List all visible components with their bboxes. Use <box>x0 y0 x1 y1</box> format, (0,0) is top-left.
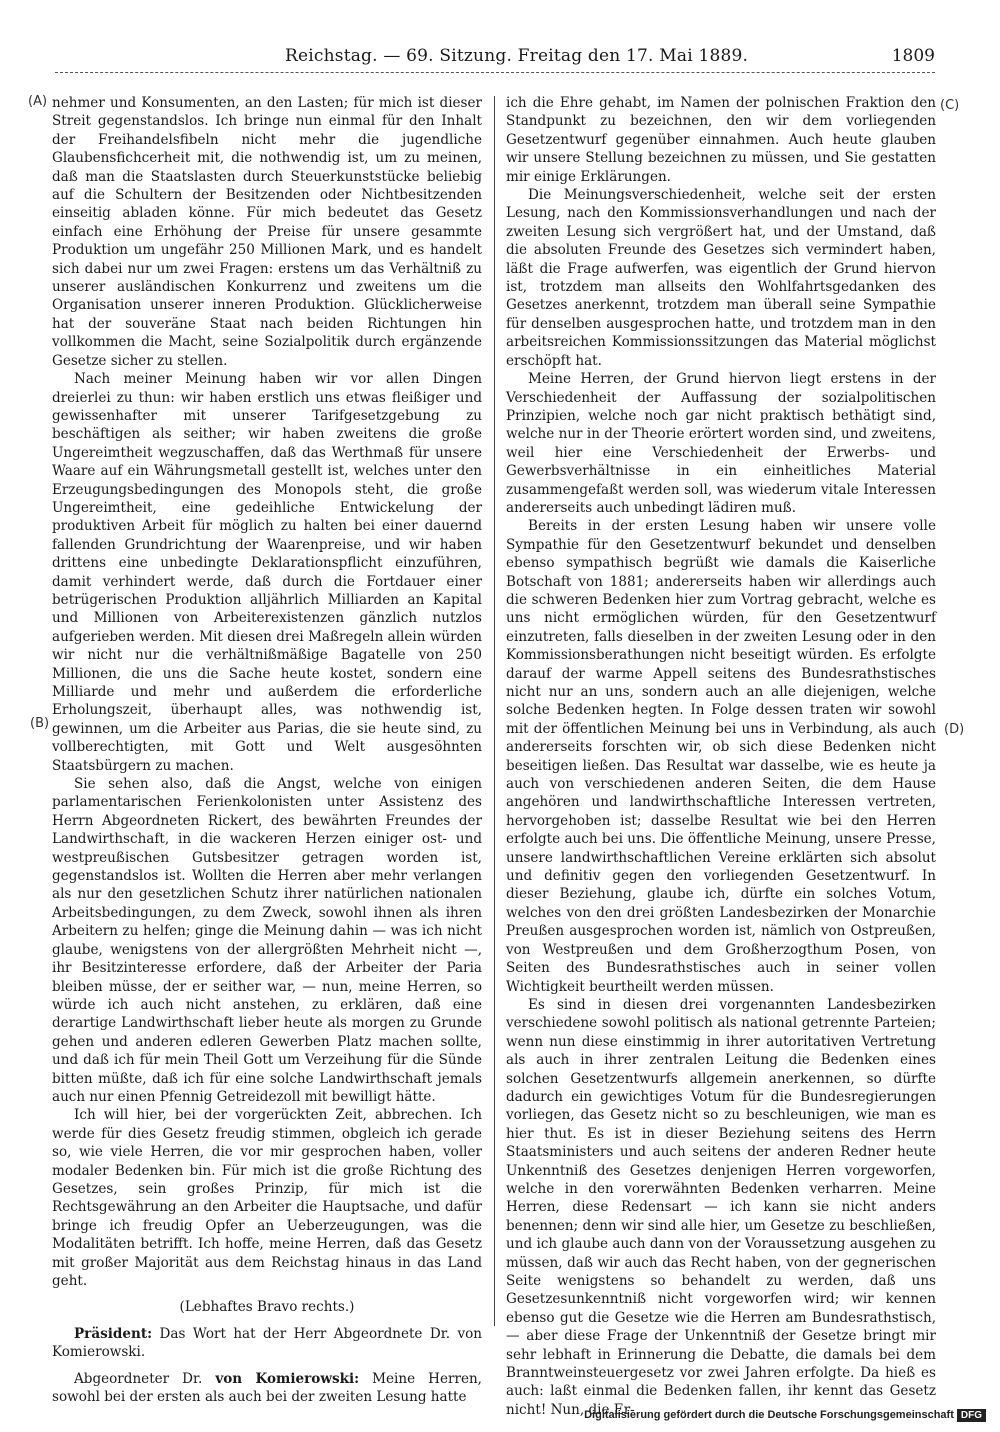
paragraph: Meine Herren, der Grund hiervon liegt erstens in der Verschiedenheit der Auffassung der sozialpolitischen Prinzipien, welche noch gar nicht praktisch bethätigt sind, welche nur in der Theorie erörtert worden sind, und zweitens, weil hier eine Verschiedenheit der Erwerbs- und Gewerbsverhältnisse in ein einheitliches Material zusammengefaßt werden soll, was wiederum vitale Interessen andererseits auch unbedingt lädiren muß. <box>506 371 936 516</box>
margin-marker-d: (D) <box>944 722 965 737</box>
margin-marker-c: (C) <box>940 98 960 113</box>
digitization-footer <box>584 1409 986 1422</box>
speaker-name: von Komierowski: <box>215 1370 360 1387</box>
running-title: Reichstag. — 69. Sitzung. Freitag den 17. Mai 1889. <box>285 46 749 66</box>
paragraph: Es sind in diesen drei vorgenannten Landesbezirken verschiedene sowohl politisch als national getrennte Parteien; wenn nun diese einstimmig in ihrer autoritativen Vertretung als auch in ihrer zentralen Leitung die Bedenken eines solchen Gesetzentwurfs allgemein anerkennen, so dürfte dadurch ein gewichtiges Votum für die Bundesregierungen vorliegen, das Gesetz nicht so zu beschleunigen, wie man es hier thut. Es ist in dieser Beziehung seitens des Herrn Staatsministers und auch seitens der anderen Redner heute Unkenntniß des Gesetzes denjenigen Herren vorgeworfen, welche in den vorerwähnten Bedenken verharren. Meine Herren, diese Redensart — ich kann sie nicht anders benennen; denn wir sind alle hier, um Gesetze zu beschließen, und ich glaube auch dann von der Voraussetzung ausgehen zu müssen, daß wir auch das Recht haben, von der gegnerischen Seite wenigstens so behandelt zu werden, daß uns Gesetzesunkenntniß nicht vorgeworfen wird; wir kennen ebenso gut die Gesetze wie die Herren am Bundesrathstisch, — aber diese Frage der Unkenntniß der Gesetze bringt mir sehr lebhaft in Erinnerung die Debatte, die damals bei dem Branntweinsteuergesetz vor zwei Jahren erfolgte. Da hieß es auch: laßt einmal die Bedenken fallen, ihr kennt das Gesetz nicht! Nun, die Er- <box>506 996 936 1418</box>
paragraph: Ich will hier, bei der vorgerückten Zeit, abbrechen. Ich werde für dies Gesetz freudig stimmen, obgleich ich gerade so, wie viele Herren, die vor mir gesprochen haben, voller modaler Bedenken bin. Für mich ist die große Richtung des Gesetzes, sein großes Prinzip, für mich ist die Rechtsgewährung an den Arbeiter die Hauptsache, und dafür bringe ich freudig Opfer an Ueberzeugungen, was die Modalitäten betrifft. Ich hoffe, meine Herren, daß das Gesetz mit großer Majorität aus dem Reichstag hinaus in das Land geht. <box>52 1107 482 1289</box>
paragraph: Die Meinungsverschiedenheit, welche seit der ersten Lesung, nach den Kommissionsverhandlungen und nach der zweiten Lesung sich vergrößert hat, und der Umstand, daß die absoluten Freunde des Gesetzes sich vermindert haben, läßt die Frage aufwerfen, was eigentlich der Grund hiervon ist, trotzdem man allseits den Wohlfahrtsgedanken des Gesetzes anerkennt, trotzdem man überall seine Sympathie für denselben ausgesprochen hatte, und trotzdem man in den arbeitsreichen Kommissionssitzungen das Material möglichst erschöpft hat. <box>506 187 936 369</box>
paragraph: Bereits in der ersten Lesung haben wir unsere volle Sympathie für den Gesetzentwurf bekundet und denselben ebenso sympathisch begrüßt wie damals die Kaiserliche Botschaft von 1881; andererseits haben wir allerdings auch die schweren Bedenken hier zum Vortrag gebracht, welche es uns nicht ermöglichen würden, für den Gesetzentwurf einzutreten, falls dieselben in der zweiten Lesung oder in den Kommissionsberathungen nicht beseitigt würden. Es erfolgte darauf der warme Appell seitens des Bundesrathstisches nicht nur an uns, sondern auch an alle diejenigen, welche solche Bedenken hegten. In Folge dessen traten wir sowohl mit der öffentlichen Meinung bei uns in Verbindung, als auch andererseits forschten wir, ob sich diese Bedenken nicht beseitigen ließen. Das Resultat war dasselbe, wie es heute ja auch von verschiedenen anderen Seiten, die dem Hause angehören und landwirthschaftliche Interessen vertreten, hervorgehoben ist; dasselbe Resultat wie bei den Herren erfolgte auch bei uns. Die öffentliche Meinung, unsere Presse, unsere landwirthschaftlichen Vereine erklärten sich absolut und definitiv gegen den vorliegenden Gesetzentwurf. In dieser Beziehung, glaube ich, dürfte ein solches Votum, welches von den drei größten Landesbezirken der Monarchie Preußen ausgesprochen worden ist, nämlich von Ostpreußen, von Westpreußen und dem Großherzogthum Posen, von Seiten des Bundesrathstisches auch in seiner vollen Wichtigkeit beurtheilt werden müssen. <box>506 518 936 995</box>
president-statement <box>52 1325 482 1362</box>
applause-note: (Lebhaftes Bravo rechts.) <box>179 1299 355 1316</box>
speaker-prefix: Abgeordneter Dr. <box>74 1370 203 1387</box>
footer-text: Digitalisierung gefördert durch die Deutsche Forschungsgemeinschaft <box>584 1409 954 1421</box>
speaker-statement <box>52 1370 482 1407</box>
left-column <box>52 94 482 1406</box>
paragraph: ich die Ehre gehabt, im Namen der polnischen Fraktion den Standpunkt zu bezeichnen, den wir dem vorliegenden Gesetzentwurf gegenüber einnahmen. Auch heute glauben wir unsere Stellung bezeichnen zu müssen, und Sie gestatten mir einige Erklärungen. <box>506 95 936 185</box>
paragraph: Nach meiner Meinung haben wir vor allen Dingen dreierlei zu thun: wir haben erstlich uns etwas fleißiger und gewissenhafter mit unserer Tarifgesetzgebung zu beschäftigen als seither; wir haben zweitens die große Ungereimtheit wegzuschaffen, daß das Werthmaß für unsere Waare auf ein Währungsmetall gestellt ist, welches unter den Erzeugungsbedingungen des Monopols steht, die große Ungereimtheit, eine gedeihliche Entwickelung der produktiven Arbeit für möglich zu halten bei einer dauernd fallenden Grundrichtung der Waarenpreise, und wir haben drittens eine unbedingte Deklarationspflicht einzuführen, damit verhindert werde, daß durch die Fortdauer einer betrügerischen Produktion alljährlich Milliarden an Kapital und Millionen von Arbeiterexistenzen gänzlich nutzlos aufgerieben werden. Mit diesen drei Maßregeln allein würden wir nicht nur die verhältnißmäßige Bagatelle von 250 Millionen, die uns die Sache heute kostet, sondern eine Milliarde und mehr und außerdem die erforderliche Erholungszeit, überhaupt alles, was nothwendig ist, gewinnen, um die Arbeiter aus Parias, die sie heute sind, zu vollberechtigten, mit Gott und Welt ausgesöhnten Staatsbürgern zu machen. <box>52 371 482 774</box>
margin-marker-b: (B) <box>30 716 50 731</box>
speaker-text: Meine Herren, sowohl bei der ersten als auch bei der zweiten Lesung hatte <box>52 1370 482 1406</box>
page-header <box>55 44 935 72</box>
president-text: Das Wort hat der Herr Abgeordnete Dr. von Komierowski. <box>52 1325 482 1361</box>
column-divider <box>494 96 495 1326</box>
margin-marker-a: (A) <box>28 94 48 109</box>
page-number: 1809 <box>891 46 935 66</box>
header-rule <box>55 72 935 73</box>
paragraph: Sie sehen also, daß die Angst, welche von einigen parlamentarischen Ferienkolonisten unter Assistenz des Herrn Abgeordneten Rickert, des bewährten Freundes der Landwirthschaft, in die wackeren Herzen einiger ost- und westpreußischen Gutsbesitzer getragen worden ist, gegenstandslos ist. Wollten die Herren aber mehr verlangen als nur den gesetzlichen Schutz ihrer natürlichen nationalen Arbeitsbedingungen, zu dem Zweck, sowohl ihnen als ihren Arbeitern zu helfen; ginge die Meinung dahin — was ich nicht glaube, wenigstens von der allergrößten Mehrheit nicht —, ihr Besitzinteresse erfordere, daß der Arbeiter der Paria bleiben müsse, der er seither war, — nun, meine Herren, so würde ich auch nicht anstehen, zu erklären, daß eine derartige Landwirthschaft lieber heute als morgen zu Grunde gehen und anderen edleren Gewerben Platz machen sollte, und daß ich für mein Theil Gott um Verzeihung für die Sünde bitten müßte, daß ich für eine solche Landwirthschaft jemals auch nur einen Pfennig Getreidezoll mit bewilligt hätte. <box>52 776 482 1105</box>
dfg-logo: DFG <box>957 1409 986 1422</box>
paragraph: nehmer und Konsumenten, an den Lasten; für mich ist dieser Streit gegenstandslos. Ich bringe nun einmal für den Inhalt der Freihandelsfibeln nicht mehr die jugendliche Glaubensfichcerheit mit, die nothwendig ist, um zu meinen, daß man die Staatslasten durch Steuerkunststücke beliebig auf die Schultern der Besitzenden oder Nichtbesitzenden einseitig abladen könne. Für mich bedeutet das Gesetz einfach eine Erhöhung der Preise für unsere gesammte Produktion um ungefähr 250 Millionen Mark, und es handelt sich dabei nur um zwei Fragen: erstens um das Verhältniß zu unserer ausländischen Konkurrenz und zweitens um die Organisation unserer inneren Produktion. Glücklicherweise hat der souveräne Staat nach beiden Richtungen hin vollkommen die Macht, seine Sozialpolitik durch ergänzende Gesetze sicher zu stellen. <box>52 95 482 369</box>
president-label: Präsident: <box>74 1325 153 1342</box>
